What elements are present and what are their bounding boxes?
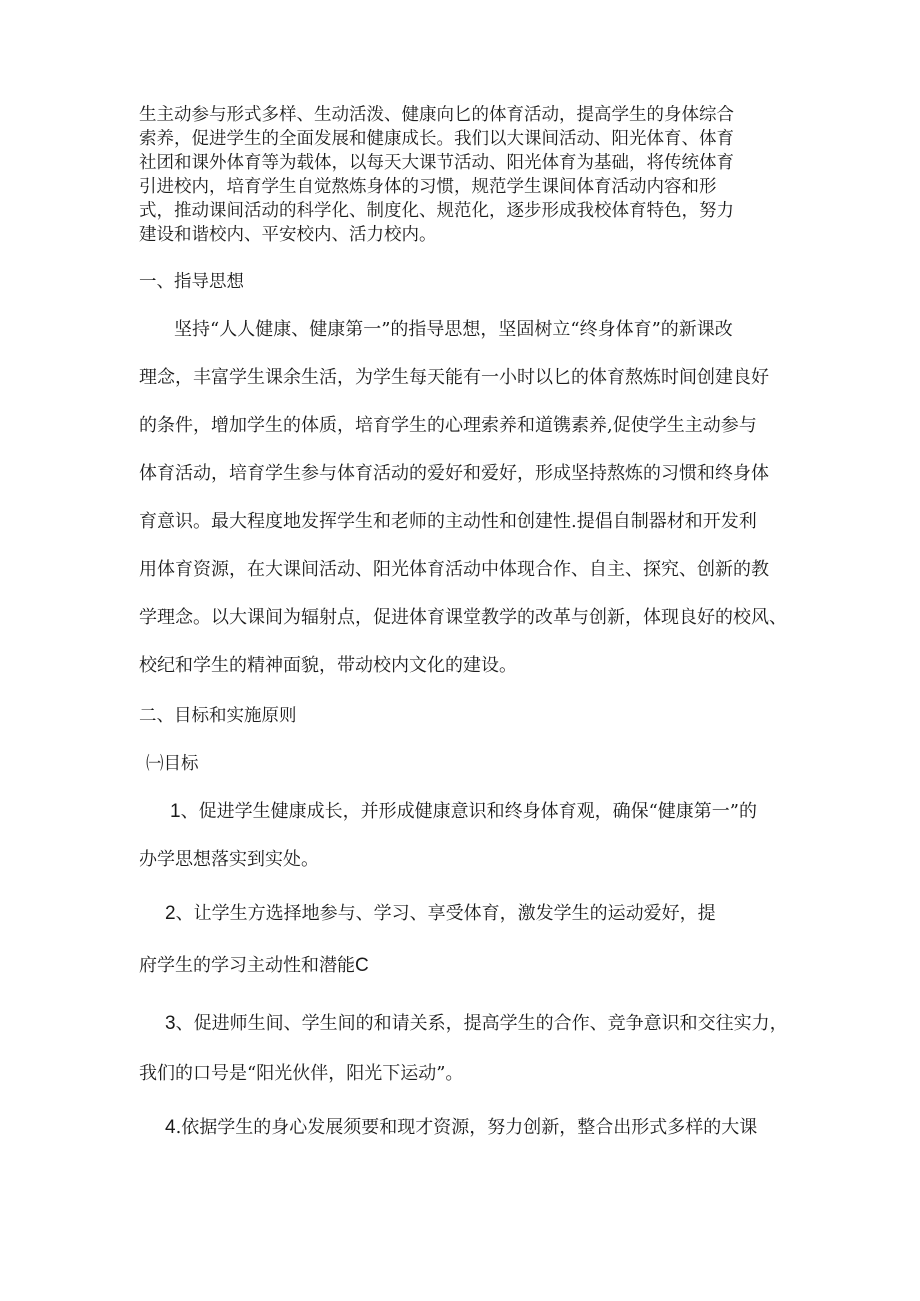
- goal-item-line: [139, 955, 369, 977]
- goal-item-line: [165, 903, 716, 925]
- body-line: 校纪和学生的精神面貌，带动校内文化的建设。: [139, 655, 517, 676]
- intro-line: 引进校内，培育学生自觉熬炼身体的习惯，规范学生课间体育活动内容和形: [139, 177, 717, 197]
- goal-item-line: [165, 1013, 788, 1035]
- body-line: 坚持“人人健康、健康第一”的指导思想，坚固树立“终身体育”的新课改: [174, 319, 733, 340]
- body-line: 理念，丰富学生课余生活，为学生每天能有一小时以匕的体育熬炼时间创建良好: [139, 367, 769, 388]
- goal-item-line: 办学思想落实到实处。: [139, 849, 319, 870]
- section-heading-goals-principles: 二、目标和实施原则: [139, 706, 297, 726]
- item-text: .依据学生的身心发展须要和现才资源，努力创新，整合出形式多样的大课: [175, 1117, 758, 1138]
- body-line: 体育活动，培育学生参与体育活动的爱好和爱好，形成坚持熬炼的习惯和终身体: [139, 463, 769, 484]
- item-number: 3: [165, 1013, 176, 1034]
- body-line: 用体育资源，在大课间活动、阳光体育活动中体现合作、自主、探究、创新的教: [139, 559, 769, 580]
- item-text: 、促进师生间、学生间的和请关系，提高学生的合作、竞争意识和交往实力，: [175, 1013, 788, 1034]
- item-number: 4: [165, 1117, 176, 1138]
- intro-line: 生主动参与形式多样、生动活泼、健康向匕的体育活动，提高学生的身体综合: [139, 105, 734, 125]
- item-text: 、促进学生健康成长，并形成健康意识和终身体育观，确保“健康第一”的: [180, 801, 757, 822]
- item-number: 2: [165, 903, 176, 924]
- goal-item-line: 我们的口号是“阳光伙伴，阳光下运动”。: [139, 1063, 464, 1084]
- item-text: 、让学生方选择地参与、学习、享受体育，激发学生的运动爱好，提: [175, 903, 716, 924]
- intro-line: 索养，促进学生的全面发展和健康成长。我们以大课间活动、阳光体育、体育: [139, 129, 734, 149]
- body-line: 学理念。以大课间为辐射点，促进体育课堂教学的改革与创新，体现良好的校风、: [139, 607, 787, 628]
- item-text-tail: C: [355, 955, 369, 976]
- item-text: 府学生的学习主动性和潜能: [139, 955, 355, 976]
- subheading-goals: ㈠目标: [146, 754, 199, 774]
- intro-line: 式，推动课间活动的科学化、制度化、规范化，逐步形成我校体育特色，努力: [139, 201, 734, 221]
- goal-item-line: [165, 1117, 757, 1139]
- body-line: 的条件，增加学生的体质，培育学生的心理索养和道镌素养,促使学生主动参与: [139, 415, 757, 436]
- intro-line: 建设和谐校内、平安校内、活力校内。: [139, 225, 437, 245]
- body-line: 育意识。最大程度地发挥学生和老师的主动性和创建性.提倡自制器材和开发利: [139, 511, 757, 532]
- goal-item-line: [170, 801, 757, 823]
- section-heading-guiding-ideology: 一、指导思想: [139, 272, 244, 292]
- item-number: 1: [170, 801, 181, 822]
- intro-line: 社团和课外体育等为载体，以每天大课节活动、阳光体育为基础，将传统体育: [139, 153, 734, 173]
